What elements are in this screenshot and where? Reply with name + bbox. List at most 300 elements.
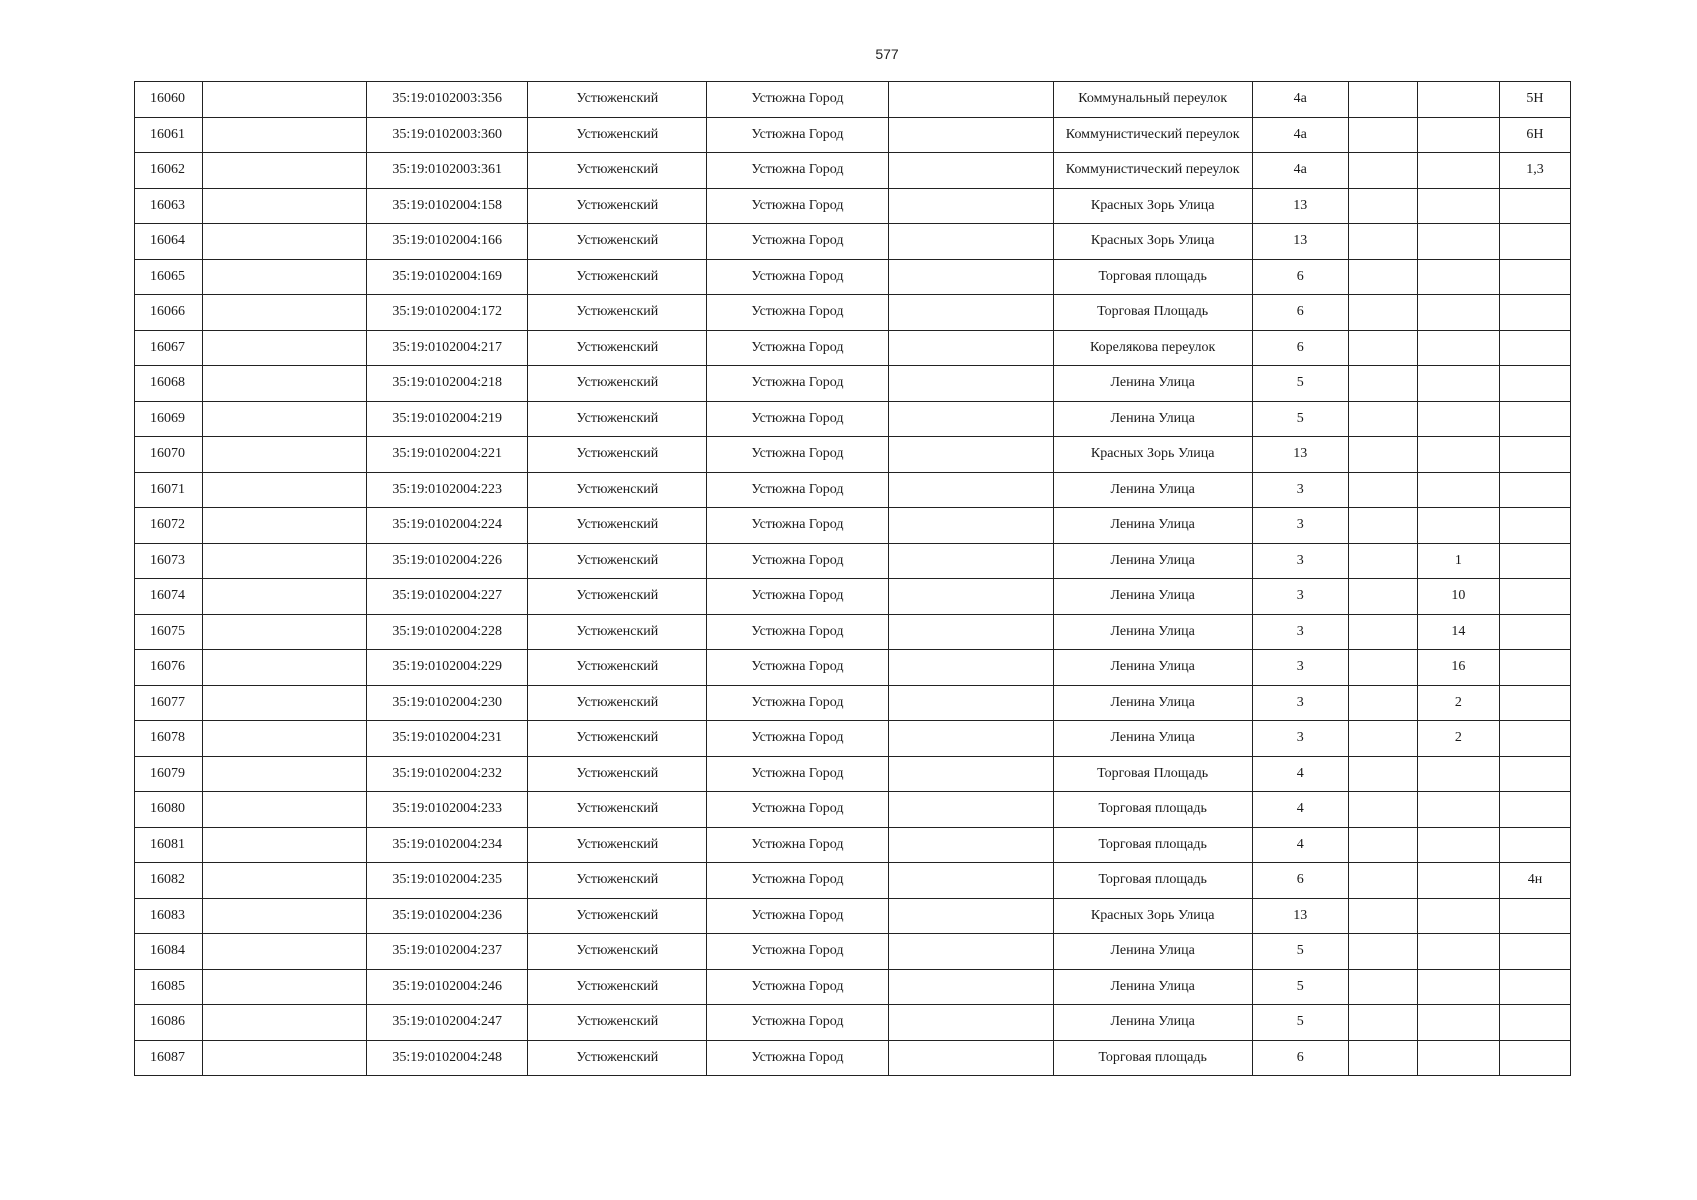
- cell-row-number: 16085: [135, 969, 203, 1005]
- cell-premise: [1499, 650, 1570, 686]
- cell-empty: [203, 508, 367, 544]
- cell-empty: [1348, 792, 1417, 828]
- cell-apartment: [1417, 117, 1499, 153]
- cell-settlement: Устюжна Город: [707, 756, 888, 792]
- cell-empty: [1348, 969, 1417, 1005]
- cell-street: Ленина Улица: [1053, 1005, 1252, 1041]
- cell-cadastral-number: 35:19:0102004:226: [367, 543, 528, 579]
- cell-street: Коммунистический переулок: [1053, 117, 1252, 153]
- cell-settlement: Устюжна Город: [707, 863, 888, 899]
- cell-apartment: [1417, 969, 1499, 1005]
- cell-district: Устюженский: [528, 224, 707, 260]
- cell-premise: [1499, 295, 1570, 331]
- cell-apartment: [1417, 472, 1499, 508]
- cell-street: Коммунальный переулок: [1053, 82, 1252, 118]
- cell-empty: [888, 1005, 1053, 1041]
- cell-cadastral-number: 35:19:0102003:361: [367, 153, 528, 189]
- cell-premise: [1499, 792, 1570, 828]
- cell-row-number: 16086: [135, 1005, 203, 1041]
- table-row: [135, 579, 1571, 615]
- cell-empty: [1348, 614, 1417, 650]
- cell-settlement: Устюжна Город: [707, 898, 888, 934]
- cell-street: Красных Зорь Улица: [1053, 224, 1252, 260]
- cell-premise: [1499, 259, 1570, 295]
- cell-empty: [203, 756, 367, 792]
- cell-settlement: Устюжна Город: [707, 685, 888, 721]
- table-row: [135, 401, 1571, 437]
- cell-cadastral-number: 35:19:0102004:166: [367, 224, 528, 260]
- cell-house: 4а: [1252, 82, 1348, 118]
- cell-cadastral-number: 35:19:0102004:231: [367, 721, 528, 757]
- cell-row-number: 16070: [135, 437, 203, 473]
- cell-settlement: Устюжна Город: [707, 472, 888, 508]
- cell-cadastral-number: 35:19:0102004:247: [367, 1005, 528, 1041]
- cell-empty: [1348, 295, 1417, 331]
- cell-apartment: [1417, 401, 1499, 437]
- cell-house: 5: [1252, 1005, 1348, 1041]
- cell-cadastral-number: 35:19:0102004:218: [367, 366, 528, 402]
- cell-district: Устюженский: [528, 863, 707, 899]
- cell-house: 3: [1252, 579, 1348, 615]
- cell-cadastral-number: 35:19:0102004:169: [367, 259, 528, 295]
- cell-street: Корелякова переулок: [1053, 330, 1252, 366]
- cell-empty: [203, 685, 367, 721]
- cell-settlement: Устюжна Город: [707, 1040, 888, 1076]
- cell-house: 4: [1252, 756, 1348, 792]
- cell-empty: [1348, 1005, 1417, 1041]
- cell-cadastral-number: 35:19:0102004:235: [367, 863, 528, 899]
- cell-district: Устюженский: [528, 153, 707, 189]
- cell-premise: [1499, 401, 1570, 437]
- cell-cadastral-number: 35:19:0102004:233: [367, 792, 528, 828]
- cell-row-number: 16077: [135, 685, 203, 721]
- cell-district: Устюженский: [528, 827, 707, 863]
- table-row: [135, 366, 1571, 402]
- cell-empty: [888, 934, 1053, 970]
- cell-row-number: 16071: [135, 472, 203, 508]
- cell-empty: [203, 401, 367, 437]
- cell-empty: [888, 259, 1053, 295]
- page-number: 577: [875, 46, 899, 62]
- cell-street: Торговая Площадь: [1053, 756, 1252, 792]
- cell-premise: [1499, 969, 1570, 1005]
- cell-settlement: Устюжна Город: [707, 437, 888, 473]
- cell-cadastral-number: 35:19:0102004:234: [367, 827, 528, 863]
- cell-premise: [1499, 614, 1570, 650]
- cell-street: Ленина Улица: [1053, 401, 1252, 437]
- cell-empty: [888, 472, 1053, 508]
- cell-empty: [1348, 82, 1417, 118]
- cell-settlement: Устюжна Город: [707, 650, 888, 686]
- cell-empty: [888, 153, 1053, 189]
- cell-apartment: [1417, 295, 1499, 331]
- cell-house: 4: [1252, 792, 1348, 828]
- cell-empty: [1348, 685, 1417, 721]
- cell-empty: [888, 224, 1053, 260]
- cell-premise: [1499, 579, 1570, 615]
- cell-empty: [1348, 827, 1417, 863]
- cell-empty: [1348, 543, 1417, 579]
- cell-row-number: 16079: [135, 756, 203, 792]
- cell-apartment: [1417, 366, 1499, 402]
- table-row: [135, 259, 1571, 295]
- cell-cadastral-number: 35:19:0102004:223: [367, 472, 528, 508]
- cell-premise: [1499, 756, 1570, 792]
- cell-premise: [1499, 934, 1570, 970]
- cell-cadastral-number: 35:19:0102004:217: [367, 330, 528, 366]
- cell-settlement: Устюжна Город: [707, 153, 888, 189]
- cell-empty: [1348, 508, 1417, 544]
- table-row: [135, 1040, 1571, 1076]
- cell-empty: [888, 863, 1053, 899]
- cell-house: 13: [1252, 188, 1348, 224]
- table-row: [135, 295, 1571, 331]
- table-row: [135, 508, 1571, 544]
- cell-apartment: 2: [1417, 721, 1499, 757]
- cell-house: 13: [1252, 224, 1348, 260]
- cell-empty: [888, 756, 1053, 792]
- cell-cadastral-number: 35:19:0102004:227: [367, 579, 528, 615]
- table-row: [135, 82, 1571, 118]
- cell-row-number: 16078: [135, 721, 203, 757]
- cell-empty: [1348, 153, 1417, 189]
- cell-empty: [1348, 224, 1417, 260]
- cell-apartment: 14: [1417, 614, 1499, 650]
- table-row: [135, 472, 1571, 508]
- cell-district: Устюженский: [528, 721, 707, 757]
- cell-empty: [1348, 1040, 1417, 1076]
- cell-row-number: 16083: [135, 898, 203, 934]
- cell-settlement: Устюжна Город: [707, 401, 888, 437]
- cell-row-number: 16072: [135, 508, 203, 544]
- cell-settlement: Устюжна Город: [707, 224, 888, 260]
- table-row: [135, 543, 1571, 579]
- cell-street: Торговая площадь: [1053, 259, 1252, 295]
- cell-apartment: 1: [1417, 543, 1499, 579]
- cell-empty: [203, 259, 367, 295]
- cell-house: 4: [1252, 827, 1348, 863]
- cell-apartment: 10: [1417, 579, 1499, 615]
- cell-apartment: [1417, 792, 1499, 828]
- cell-premise: [1499, 1040, 1570, 1076]
- cell-cadastral-number: 35:19:0102004:221: [367, 437, 528, 473]
- cell-empty: [1348, 259, 1417, 295]
- cell-premise: [1499, 366, 1570, 402]
- cell-district: Устюженский: [528, 969, 707, 1005]
- table-row: [135, 792, 1571, 828]
- cell-settlement: Устюжна Город: [707, 259, 888, 295]
- table-row: [135, 117, 1571, 153]
- cell-row-number: 16080: [135, 792, 203, 828]
- cell-apartment: 16: [1417, 650, 1499, 686]
- cell-premise: 4н: [1499, 863, 1570, 899]
- cell-district: Устюженский: [528, 579, 707, 615]
- table-row: [135, 330, 1571, 366]
- cell-apartment: [1417, 330, 1499, 366]
- cell-empty: [888, 543, 1053, 579]
- cell-empty: [203, 1040, 367, 1076]
- cell-apartment: [1417, 153, 1499, 189]
- cell-empty: [203, 650, 367, 686]
- cell-empty: [888, 721, 1053, 757]
- table-row: [135, 898, 1571, 934]
- cell-district: Устюженский: [528, 1040, 707, 1076]
- cell-district: Устюженский: [528, 650, 707, 686]
- cell-row-number: 16064: [135, 224, 203, 260]
- cell-district: Устюженский: [528, 117, 707, 153]
- table-row: [135, 685, 1571, 721]
- cell-premise: [1499, 437, 1570, 473]
- cell-empty: [203, 472, 367, 508]
- cell-cadastral-number: 35:19:0102004:219: [367, 401, 528, 437]
- cell-empty: [888, 1040, 1053, 1076]
- cell-cadastral-number: 35:19:0102004:229: [367, 650, 528, 686]
- cell-settlement: Устюжна Город: [707, 579, 888, 615]
- table-row: [135, 756, 1571, 792]
- cell-empty: [203, 330, 367, 366]
- cell-district: Устюженский: [528, 792, 707, 828]
- cell-premise: 6Н: [1499, 117, 1570, 153]
- cell-empty: [203, 82, 367, 118]
- cell-street: Ленина Улица: [1053, 543, 1252, 579]
- cell-row-number: 16082: [135, 863, 203, 899]
- cell-cadastral-number: 35:19:0102004:230: [367, 685, 528, 721]
- cell-premise: [1499, 188, 1570, 224]
- cell-empty: [888, 330, 1053, 366]
- cell-row-number: 16074: [135, 579, 203, 615]
- cell-empty: [203, 1005, 367, 1041]
- cell-district: Устюженский: [528, 188, 707, 224]
- cell-empty: [888, 898, 1053, 934]
- cell-cadastral-number: 35:19:0102004:224: [367, 508, 528, 544]
- cell-empty: [888, 366, 1053, 402]
- cell-street: Торговая Площадь: [1053, 295, 1252, 331]
- cell-apartment: [1417, 827, 1499, 863]
- cell-row-number: 16076: [135, 650, 203, 686]
- cell-settlement: Устюжна Город: [707, 330, 888, 366]
- cell-empty: [1348, 188, 1417, 224]
- cell-premise: [1499, 827, 1570, 863]
- cell-empty: [1348, 472, 1417, 508]
- cell-house: 13: [1252, 437, 1348, 473]
- cell-street: Ленина Улица: [1053, 969, 1252, 1005]
- table-row: [135, 969, 1571, 1005]
- cell-settlement: Устюжна Город: [707, 934, 888, 970]
- cell-settlement: Устюжна Город: [707, 82, 888, 118]
- cell-house: 4а: [1252, 153, 1348, 189]
- cell-empty: [203, 863, 367, 899]
- table-row: [135, 827, 1571, 863]
- cell-row-number: 16060: [135, 82, 203, 118]
- cell-empty: [888, 437, 1053, 473]
- cell-street: Торговая площадь: [1053, 827, 1252, 863]
- cell-empty: [1348, 579, 1417, 615]
- cell-settlement: Устюжна Город: [707, 117, 888, 153]
- cell-settlement: Устюжна Город: [707, 508, 888, 544]
- table-row: [135, 863, 1571, 899]
- cell-district: Устюженский: [528, 543, 707, 579]
- cell-settlement: Устюжна Город: [707, 543, 888, 579]
- cell-empty: [888, 827, 1053, 863]
- cell-house: 3: [1252, 614, 1348, 650]
- cell-settlement: Устюжна Город: [707, 969, 888, 1005]
- cell-row-number: 16068: [135, 366, 203, 402]
- cell-row-number: 16061: [135, 117, 203, 153]
- cell-house: 5: [1252, 366, 1348, 402]
- cell-cadastral-number: 35:19:0102004:172: [367, 295, 528, 331]
- cell-settlement: Устюжна Город: [707, 721, 888, 757]
- table-row: [135, 224, 1571, 260]
- cell-cadastral-number: 35:19:0102004:232: [367, 756, 528, 792]
- cell-premise: [1499, 330, 1570, 366]
- cell-house: 4а: [1252, 117, 1348, 153]
- cell-premise: [1499, 508, 1570, 544]
- cell-empty: [203, 366, 367, 402]
- cell-empty: [203, 827, 367, 863]
- cell-empty: [888, 650, 1053, 686]
- cell-street: Коммунистический переулок: [1053, 153, 1252, 189]
- cell-empty: [203, 934, 367, 970]
- cell-empty: [1348, 721, 1417, 757]
- cell-street: Красных Зорь Улица: [1053, 188, 1252, 224]
- cell-apartment: [1417, 188, 1499, 224]
- cell-empty: [1348, 898, 1417, 934]
- cell-street: Ленина Улица: [1053, 579, 1252, 615]
- table-row: [135, 721, 1571, 757]
- cell-row-number: 16067: [135, 330, 203, 366]
- cell-street: Красных Зорь Улица: [1053, 437, 1252, 473]
- cell-empty: [203, 969, 367, 1005]
- cell-premise: [1499, 898, 1570, 934]
- cell-empty: [203, 579, 367, 615]
- cell-row-number: 16087: [135, 1040, 203, 1076]
- cell-district: Устюженский: [528, 82, 707, 118]
- cell-empty: [888, 614, 1053, 650]
- cell-row-number: 16065: [135, 259, 203, 295]
- cell-empty: [888, 579, 1053, 615]
- cell-house: 13: [1252, 898, 1348, 934]
- cell-street: Ленина Улица: [1053, 508, 1252, 544]
- cell-premise: [1499, 472, 1570, 508]
- cell-empty: [1348, 650, 1417, 686]
- cell-empty: [1348, 330, 1417, 366]
- cell-cadastral-number: 35:19:0102004:158: [367, 188, 528, 224]
- cell-empty: [203, 614, 367, 650]
- cell-premise: [1499, 1005, 1570, 1041]
- cell-settlement: Устюжна Город: [707, 614, 888, 650]
- cell-empty: [888, 295, 1053, 331]
- cell-apartment: [1417, 508, 1499, 544]
- cell-cadastral-number: 35:19:0102004:248: [367, 1040, 528, 1076]
- table-row: [135, 437, 1571, 473]
- cell-row-number: 16084: [135, 934, 203, 970]
- cell-settlement: Устюжна Город: [707, 295, 888, 331]
- cell-empty: [888, 82, 1053, 118]
- cell-street: Ленина Улица: [1053, 934, 1252, 970]
- cell-empty: [888, 117, 1053, 153]
- cell-house: 6: [1252, 330, 1348, 366]
- cell-street: Торговая площадь: [1053, 863, 1252, 899]
- table-row: [135, 1005, 1571, 1041]
- cell-street: Ленина Улица: [1053, 472, 1252, 508]
- cell-apartment: [1417, 224, 1499, 260]
- cell-settlement: Устюжна Город: [707, 188, 888, 224]
- cell-row-number: 16075: [135, 614, 203, 650]
- cell-settlement: Устюжна Город: [707, 792, 888, 828]
- cell-house: 6: [1252, 259, 1348, 295]
- cell-apartment: [1417, 756, 1499, 792]
- cell-apartment: [1417, 259, 1499, 295]
- cell-house: 3: [1252, 685, 1348, 721]
- cell-house: 6: [1252, 295, 1348, 331]
- cell-street: Ленина Улица: [1053, 650, 1252, 686]
- cell-settlement: Устюжна Город: [707, 366, 888, 402]
- cell-house: 3: [1252, 543, 1348, 579]
- cell-premise: [1499, 721, 1570, 757]
- table-body: [135, 82, 1571, 1076]
- cell-apartment: 2: [1417, 685, 1499, 721]
- cell-empty: [1348, 401, 1417, 437]
- cell-cadastral-number: 35:19:0102004:237: [367, 934, 528, 970]
- table-row: [135, 650, 1571, 686]
- cell-empty: [203, 295, 367, 331]
- cell-empty: [888, 508, 1053, 544]
- cell-empty: [1348, 437, 1417, 473]
- cell-cadastral-number: 35:19:0102003:360: [367, 117, 528, 153]
- cell-house: 5: [1252, 934, 1348, 970]
- cell-premise: 5Н: [1499, 82, 1570, 118]
- cell-empty: [203, 224, 367, 260]
- cell-street: Торговая площадь: [1053, 792, 1252, 828]
- cell-street: Ленина Улица: [1053, 366, 1252, 402]
- cell-apartment: [1417, 82, 1499, 118]
- cell-street: Торговая площадь: [1053, 1040, 1252, 1076]
- cell-empty: [203, 898, 367, 934]
- cell-house: 5: [1252, 969, 1348, 1005]
- cell-district: Устюженский: [528, 685, 707, 721]
- cell-empty: [1348, 863, 1417, 899]
- cell-empty: [203, 188, 367, 224]
- cell-district: Устюженский: [528, 259, 707, 295]
- cell-house: 3: [1252, 650, 1348, 686]
- cell-row-number: 16063: [135, 188, 203, 224]
- cell-district: Устюженский: [528, 614, 707, 650]
- cell-empty: [888, 969, 1053, 1005]
- cell-house: 6: [1252, 1040, 1348, 1076]
- cell-district: Устюженский: [528, 330, 707, 366]
- cell-empty: [888, 792, 1053, 828]
- cell-empty: [203, 721, 367, 757]
- cell-house: 5: [1252, 401, 1348, 437]
- cell-district: Устюженский: [528, 472, 707, 508]
- cell-empty: [203, 437, 367, 473]
- registry-table: [134, 81, 1571, 1076]
- cell-premise: 1,3: [1499, 153, 1570, 189]
- cell-district: Устюженский: [528, 437, 707, 473]
- cell-street: Ленина Улица: [1053, 614, 1252, 650]
- cell-district: Устюженский: [528, 756, 707, 792]
- cell-street: Красных Зорь Улица: [1053, 898, 1252, 934]
- cell-district: Устюженский: [528, 898, 707, 934]
- cell-house: 3: [1252, 472, 1348, 508]
- cell-apartment: [1417, 898, 1499, 934]
- cell-district: Устюженский: [528, 934, 707, 970]
- cell-empty: [203, 153, 367, 189]
- cell-empty: [888, 685, 1053, 721]
- cell-empty: [1348, 366, 1417, 402]
- cell-apartment: [1417, 863, 1499, 899]
- cell-row-number: 16069: [135, 401, 203, 437]
